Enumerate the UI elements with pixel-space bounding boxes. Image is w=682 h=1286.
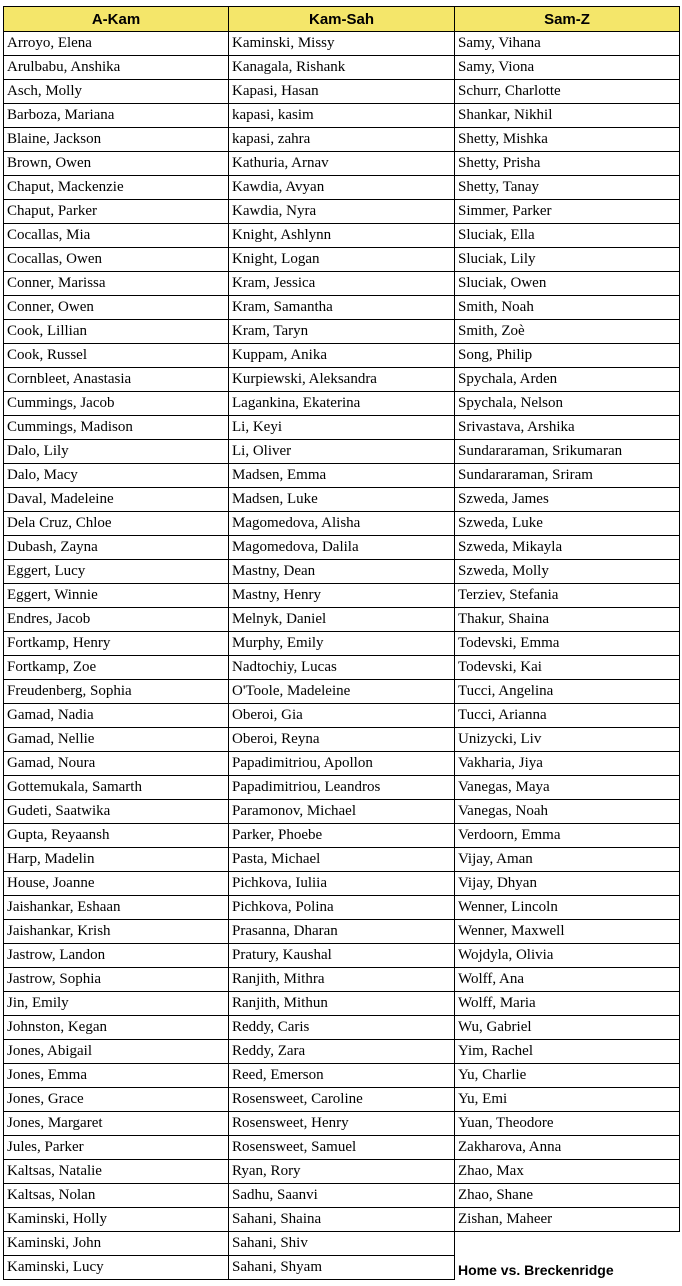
name-cell-a-kam[interactable]: Asch, Molly (4, 80, 229, 104)
table-row (4, 1208, 680, 1232)
name-cell-kam-sah[interactable]: Sahani, Shyam (229, 1256, 455, 1280)
name-cell-sam-z[interactable]: Smith, Noah (455, 296, 680, 320)
table-row (4, 1064, 680, 1088)
table-row (4, 992, 680, 1016)
name-cell-kam-sah[interactable]: Ranjith, Mithun (229, 992, 455, 1016)
name-cell-sam-z[interactable]: Unizycki, Liv (455, 728, 680, 752)
name-cell-a-kam[interactable]: Kaltsas, Nolan (4, 1184, 229, 1208)
name-cell-kam-sah[interactable]: Magomedova, Dalila (229, 536, 455, 560)
table-row (4, 104, 680, 128)
table-row (4, 488, 680, 512)
name-cell-sam-z[interactable]: Verdoorn, Emma (455, 824, 680, 848)
name-cell-sam-z[interactable]: Srivastava, Arshika (455, 416, 680, 440)
name-cell-a-kam[interactable]: Harp, Madelin (4, 848, 229, 872)
table-row (4, 824, 680, 848)
table-row (4, 1232, 680, 1256)
name-cell-kam-sah[interactable]: Melnyk, Daniel (229, 608, 455, 632)
name-cell-a-kam[interactable]: Cummings, Madison (4, 416, 229, 440)
name-cell-a-kam[interactable]: Johnston, Kegan (4, 1016, 229, 1040)
name-cell-sam-z[interactable]: Zishan, Maheer (455, 1208, 680, 1232)
name-cell-sam-z[interactable]: Samy, Vihana (455, 32, 680, 56)
table-row (4, 944, 680, 968)
name-cell-kam-sah[interactable]: O'Toole, Madeleine (229, 680, 455, 704)
name-cell-kam-sah[interactable]: Nadtochiy, Lucas (229, 656, 455, 680)
name-cell-kam-sah[interactable]: Rosensweet, Samuel (229, 1136, 455, 1160)
name-cell-a-kam[interactable]: Jones, Grace (4, 1088, 229, 1112)
name-cell-a-kam[interactable]: Kaminski, Lucy (4, 1256, 229, 1280)
name-cell-sam-z[interactable]: Wenner, Maxwell (455, 920, 680, 944)
table-row (4, 152, 680, 176)
name-cell-kam-sah[interactable]: Li, Oliver (229, 440, 455, 464)
name-cell-sam-z[interactable]: Shankar, Nikhil (455, 104, 680, 128)
name-cell-a-kam[interactable]: Fortkamp, Henry (4, 632, 229, 656)
name-cell-sam-z[interactable]: Yuan, Theodore (455, 1112, 680, 1136)
table-row (4, 368, 680, 392)
table-row (4, 1040, 680, 1064)
name-cell-a-kam[interactable]: Jastrow, Landon (4, 944, 229, 968)
table-row (4, 1160, 680, 1184)
table-row (4, 608, 680, 632)
header-row (4, 7, 680, 32)
name-cell-sam-z[interactable]: Shetty, Mishka (455, 128, 680, 152)
name-cell-sam-z[interactable]: Vakharia, Jiya (455, 752, 680, 776)
table-row (4, 776, 680, 800)
name-cell-sam-z[interactable]: Yim, Rachel (455, 1040, 680, 1064)
name-cell-sam-z[interactable]: Szweda, Molly (455, 560, 680, 584)
name-cell-a-kam[interactable]: Freudenberg, Sophia (4, 680, 229, 704)
name-cell-sam-z[interactable]: Tucci, Angelina (455, 680, 680, 704)
name-cell-kam-sah[interactable]: Sahani, Shiv (229, 1232, 455, 1256)
table-row (4, 296, 680, 320)
table-row (4, 728, 680, 752)
name-cell-sam-z[interactable]: Zhao, Shane (455, 1184, 680, 1208)
name-cell-kam-sah[interactable]: Kawdia, Nyra (229, 200, 455, 224)
name-cell-sam-z[interactable]: Vijay, Aman (455, 848, 680, 872)
name-cell-kam-sah[interactable]: Paramonov, Michael (229, 800, 455, 824)
name-cell-kam-sah[interactable]: Pichkova, Polina (229, 896, 455, 920)
name-cell-a-kam[interactable]: Gamad, Nellie (4, 728, 229, 752)
table-row (4, 392, 680, 416)
name-cell-a-kam[interactable]: Brown, Owen (4, 152, 229, 176)
table-row (4, 752, 680, 776)
name-cell-kam-sah[interactable]: Reed, Emerson (229, 1064, 455, 1088)
name-cell-a-kam[interactable]: Kaminski, John (4, 1232, 229, 1256)
name-cell-kam-sah[interactable]: kapasi, kasim (229, 104, 455, 128)
name-cell-sam-z[interactable]: Szweda, Mikayla (455, 536, 680, 560)
name-cell-a-kam[interactable]: Jones, Emma (4, 1064, 229, 1088)
name-cell-kam-sah[interactable]: Kathuria, Arnav (229, 152, 455, 176)
table-row (4, 512, 680, 536)
table-row (4, 200, 680, 224)
name-cell-kam-sah[interactable]: Knight, Ashlynn (229, 224, 455, 248)
table-row (4, 56, 680, 80)
name-cell-a-kam[interactable]: Jaishankar, Eshaan (4, 896, 229, 920)
name-cell-sam-z[interactable]: Zakharova, Anna (455, 1136, 680, 1160)
name-cell-a-kam[interactable]: Chaput, Mackenzie (4, 176, 229, 200)
name-cell-sam-z[interactable]: Vanegas, Noah (455, 800, 680, 824)
name-cell-sam-z[interactable]: Sluciak, Lily (455, 248, 680, 272)
name-cell-kam-sah[interactable]: Kram, Samantha (229, 296, 455, 320)
name-cell-a-kam[interactable]: Cocallas, Owen (4, 248, 229, 272)
name-cell-sam-z[interactable]: Sluciak, Owen (455, 272, 680, 296)
table-row (4, 536, 680, 560)
name-cell-sam-z[interactable]: Samy, Viona (455, 56, 680, 80)
name-cell-sam-z[interactable]: Song, Philip (455, 344, 680, 368)
name-cell-kam-sah[interactable]: Kanagala, Rishank (229, 56, 455, 80)
table-row (4, 80, 680, 104)
table-row (4, 656, 680, 680)
name-cell-a-kam[interactable]: Cummings, Jacob (4, 392, 229, 416)
table-row (4, 896, 680, 920)
name-cell-sam-z[interactable]: Sluciak, Ella (455, 224, 680, 248)
name-cell-a-kam[interactable]: Daval, Madeleine (4, 488, 229, 512)
name-cell-kam-sah[interactable]: Reddy, Zara (229, 1040, 455, 1064)
name-cell-kam-sah[interactable]: Madsen, Emma (229, 464, 455, 488)
name-cell-a-kam[interactable]: Dalo, Lily (4, 440, 229, 464)
table-row (4, 344, 680, 368)
table-row (4, 848, 680, 872)
name-cell-sam-z[interactable]: Wu, Gabriel (455, 1016, 680, 1040)
name-cell-a-kam[interactable]: Gamad, Noura (4, 752, 229, 776)
name-cell-sam-z[interactable]: Szweda, Luke (455, 512, 680, 536)
name-cell-kam-sah[interactable]: Kaminski, Missy (229, 32, 455, 56)
table-row (4, 704, 680, 728)
table-row (4, 1184, 680, 1208)
name-cell-sam-z[interactable]: Zhao, Max (455, 1160, 680, 1184)
name-cell-sam-z[interactable]: Shetty, Tanay (455, 176, 680, 200)
name-cell-a-kam[interactable]: Gupta, Reyaansh (4, 824, 229, 848)
name-cell-kam-sah[interactable]: Pasta, Michael (229, 848, 455, 872)
name-cell-a-kam[interactable]: Gudeti, Saatwika (4, 800, 229, 824)
name-cell-kam-sah[interactable]: Ryan, Rory (229, 1160, 455, 1184)
name-cell-kam-sah[interactable]: Pichkova, Iuliia (229, 872, 455, 896)
name-cell-sam-z[interactable]: Thakur, Shaina (455, 608, 680, 632)
name-cell-kam-sah[interactable]: Rosensweet, Henry (229, 1112, 455, 1136)
name-cell-sam-z[interactable]: Wenner, Lincoln (455, 896, 680, 920)
table-row (4, 320, 680, 344)
name-cell-sam-z[interactable]: Smith, Zoè (455, 320, 680, 344)
name-cell-a-kam[interactable]: Kaltsas, Natalie (4, 1160, 229, 1184)
name-cell-kam-sah[interactable]: Knight, Logan (229, 248, 455, 272)
name-cell-a-kam[interactable]: Eggert, Winnie (4, 584, 229, 608)
name-cell-sam-z[interactable]: Spychala, Nelson (455, 392, 680, 416)
name-cell-a-kam[interactable]: Dela Cruz, Chloe (4, 512, 229, 536)
name-cell-sam-z[interactable]: Yu, Emi (455, 1088, 680, 1112)
roster-table (3, 6, 680, 1280)
name-cell-a-kam[interactable]: Jaishankar, Krish (4, 920, 229, 944)
name-cell-sam-z[interactable]: Simmer, Parker (455, 200, 680, 224)
table-row (4, 560, 680, 584)
name-cell-kam-sah[interactable]: kapasi, zahra (229, 128, 455, 152)
name-cell-sam-z[interactable]: Tucci, Arianna (455, 704, 680, 728)
name-cell-kam-sah[interactable]: Papadimitriou, Apollon (229, 752, 455, 776)
name-cell-a-kam[interactable]: House, Joanne (4, 872, 229, 896)
name-cell-sam-z[interactable]: Vijay, Dhyan (455, 872, 680, 896)
name-cell-a-kam[interactable]: Conner, Owen (4, 296, 229, 320)
name-cell-kam-sah[interactable]: Lagankina, Ekaterina (229, 392, 455, 416)
name-cell-kam-sah[interactable]: Kuppam, Anika (229, 344, 455, 368)
name-cell-kam-sah[interactable]: Kram, Jessica (229, 272, 455, 296)
name-cell-kam-sah[interactable]: Mastny, Dean (229, 560, 455, 584)
name-cell-a-kam[interactable]: Endres, Jacob (4, 608, 229, 632)
name-cell-kam-sah[interactable]: Reddy, Caris (229, 1016, 455, 1040)
name-cell-sam-z[interactable]: Spychala, Arden (455, 368, 680, 392)
table-row (4, 272, 680, 296)
name-cell-a-kam[interactable]: Eggert, Lucy (4, 560, 229, 584)
roster-body (4, 32, 680, 1280)
table-row (4, 1016, 680, 1040)
name-cell-sam-z[interactable]: Sundararaman, Srikumaran (455, 440, 680, 464)
table-row (4, 1088, 680, 1112)
name-cell-a-kam[interactable]: Kaminski, Holly (4, 1208, 229, 1232)
name-cell-sam-z[interactable]: Wojdyla, Olivia (455, 944, 680, 968)
name-cell-kam-sah[interactable]: Ranjith, Mithra (229, 968, 455, 992)
name-cell-kam-sah[interactable]: Kapasi, Hasan (229, 80, 455, 104)
name-cell-kam-sah[interactable]: Sahani, Shaina (229, 1208, 455, 1232)
name-cell-kam-sah[interactable]: Rosensweet, Caroline (229, 1088, 455, 1112)
header-a-kam[interactable]: A-Kam (4, 7, 229, 32)
name-cell-kam-sah[interactable]: Murphy, Emily (229, 632, 455, 656)
table-row (4, 248, 680, 272)
table-row (4, 32, 680, 56)
name-cell-kam-sah[interactable]: Prasanna, Dharan (229, 920, 455, 944)
name-cell-a-kam[interactable]: Cornbleet, Anastasia (4, 368, 229, 392)
header-sam-z[interactable]: Sam-Z (455, 7, 680, 32)
name-cell-sam-z[interactable]: Sundararaman, Sriram (455, 464, 680, 488)
name-cell-a-kam[interactable]: Cook, Lillian (4, 320, 229, 344)
table-row (4, 968, 680, 992)
name-cell-a-kam[interactable]: Jones, Margaret (4, 1112, 229, 1136)
name-cell-kam-sah[interactable]: Pratury, Kaushal (229, 944, 455, 968)
table-row (4, 1136, 680, 1160)
name-cell-kam-sah[interactable]: Kurpiewski, Aleksandra (229, 368, 455, 392)
name-cell-sam-z[interactable]: Wolff, Ana (455, 968, 680, 992)
name-cell-a-kam[interactable]: Conner, Marissa (4, 272, 229, 296)
table-row (4, 176, 680, 200)
table-row (4, 440, 680, 464)
table-row (4, 584, 680, 608)
name-cell-sam-z[interactable]: Wolff, Maria (455, 992, 680, 1016)
name-cell-kam-sah[interactable]: Papadimitriou, Leandros (229, 776, 455, 800)
name-cell-sam-z[interactable]: Szweda, James (455, 488, 680, 512)
name-cell-a-kam[interactable]: Chaput, Parker (4, 200, 229, 224)
table-row (4, 632, 680, 656)
name-cell-kam-sah[interactable]: Li, Keyi (229, 416, 455, 440)
name-cell-kam-sah[interactable]: Madsen, Luke (229, 488, 455, 512)
table-row (4, 464, 680, 488)
table-row (4, 680, 680, 704)
name-cell-a-kam[interactable]: Jones, Abigail (4, 1040, 229, 1064)
table-row (4, 1112, 680, 1136)
name-cell-kam-sah[interactable]: Kawdia, Avyan (229, 176, 455, 200)
name-cell-a-kam[interactable]: Barboza, Mariana (4, 104, 229, 128)
name-cell-kam-sah[interactable]: Magomedova, Alisha (229, 512, 455, 536)
name-cell-a-kam[interactable]: Jules, Parker (4, 1136, 229, 1160)
name-cell-a-kam[interactable]: Dubash, Zayna (4, 536, 229, 560)
name-cell-sam-z[interactable]: Todevski, Kai (455, 656, 680, 680)
name-cell-kam-sah[interactable]: Parker, Phoebe (229, 824, 455, 848)
name-cell-a-kam[interactable]: Cook, Russel (4, 344, 229, 368)
name-cell-sam-z[interactable]: Shetty, Prisha (455, 152, 680, 176)
name-cell-a-kam[interactable]: Jin, Emily (4, 992, 229, 1016)
name-cell-sam-z[interactable]: Yu, Charlie (455, 1064, 680, 1088)
name-cell-a-kam[interactable]: Arulbabu, Anshika (4, 56, 229, 80)
table-row (4, 224, 680, 248)
name-cell-a-kam[interactable]: Blaine, Jackson (4, 128, 229, 152)
name-cell-a-kam[interactable]: Jastrow, Sophia (4, 968, 229, 992)
name-cell-kam-sah[interactable]: Mastny, Henry (229, 584, 455, 608)
table-row (4, 800, 680, 824)
name-cell-kam-sah[interactable]: Oberoi, Gia (229, 704, 455, 728)
name-cell-a-kam[interactable]: Gamad, Nadia (4, 704, 229, 728)
header-kam-sah[interactable]: Kam-Sah (229, 7, 455, 32)
table-row (4, 128, 680, 152)
name-cell-a-kam[interactable]: Gottemukala, Samarth (4, 776, 229, 800)
name-cell-kam-sah[interactable]: Oberoi, Reyna (229, 728, 455, 752)
name-cell-sam-z[interactable]: Schurr, Charlotte (455, 80, 680, 104)
name-cell-a-kam[interactable]: Dalo, Macy (4, 464, 229, 488)
table-row (4, 920, 680, 944)
name-cell-sam-z[interactable]: Todevski, Emma (455, 632, 680, 656)
table-row (4, 872, 680, 896)
match-footer-label: Home vs. Breckenridge (458, 1261, 614, 1278)
name-cell-sam-z[interactable]: Terziev, Stefania (455, 584, 680, 608)
name-cell-a-kam[interactable]: Cocallas, Mia (4, 224, 229, 248)
name-cell-sam-z[interactable]: Vanegas, Maya (455, 776, 680, 800)
name-cell-kam-sah[interactable]: Sadhu, Saanvi (229, 1184, 455, 1208)
name-cell-a-kam[interactable]: Arroyo, Elena (4, 32, 229, 56)
table-row (4, 416, 680, 440)
name-cell-kam-sah[interactable]: Kram, Taryn (229, 320, 455, 344)
name-cell-a-kam[interactable]: Fortkamp, Zoe (4, 656, 229, 680)
